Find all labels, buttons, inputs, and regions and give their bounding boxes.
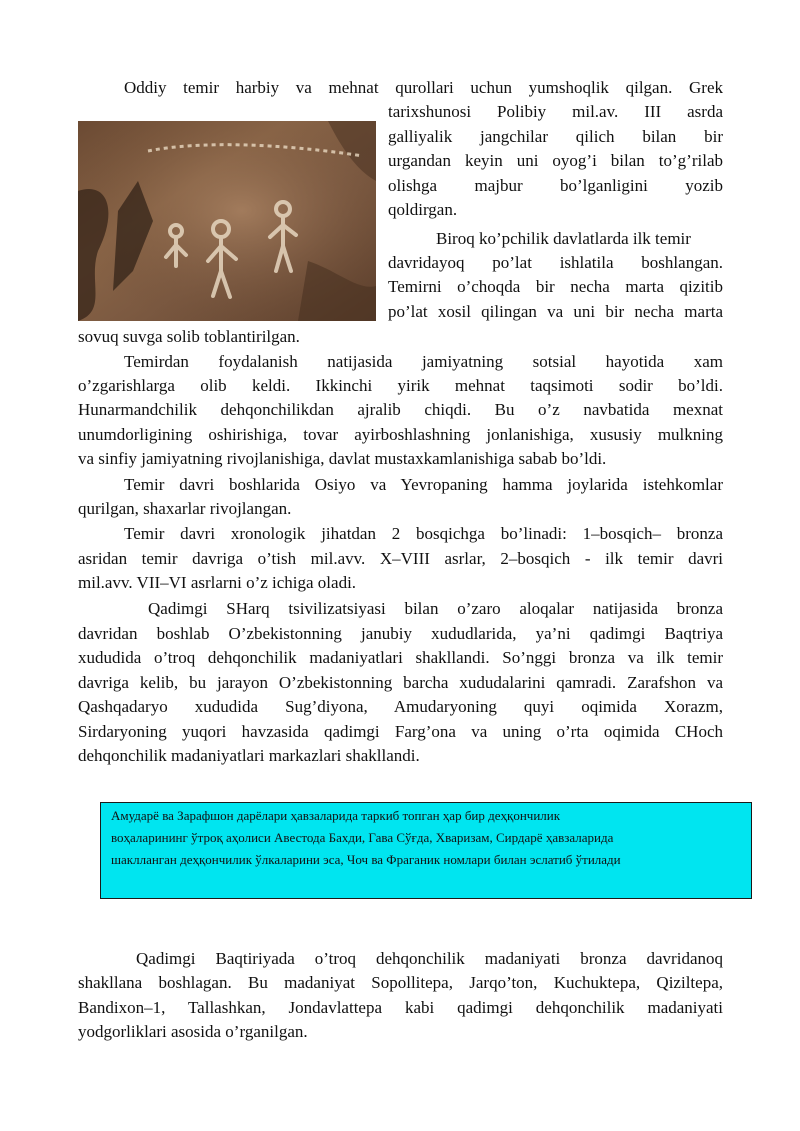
- para2-line-1: Biroq ko’pchilik davlatlarda ilk temir: [436, 229, 691, 248]
- para6-line-7: dehqonchilik madaniyatlari markazlari shakllandi.: [78, 746, 420, 765]
- para7-line-3: Bandixon–1, Tallashkan, Jondavlattepa kabi qadimgi dehqonchilik madaniyati: [78, 998, 723, 1017]
- para1-line-6: qoldirgan.: [388, 200, 458, 219]
- para3-line-2: o’zgarishlarga olib keldi. Ikkinchi yirik mehnat taqsimoti sodir bo’ldi.: [78, 376, 723, 395]
- para6-line-2: davridan boshlab O’zbekistonning janubiy xududlarida, ya’ni qadimgi Baqtriya: [78, 624, 723, 643]
- note-line-1: Амударё ва Зарафшон дарёлари ҳавзаларида таркиб топган ҳар бир деҳқончилик: [111, 808, 561, 823]
- para4-line-2: qurilgan, shaxarlar rivojlangan.: [78, 499, 292, 518]
- para6-line-5: Qashqadaryo xududida Sug’diyona, Amudaryoning quyi oqimida Xorazm,: [78, 697, 723, 716]
- para3-line-5: va sinfiy jamiyatning rivojlanishiga, davlat mustaxkamlanishiga sabab bo’ldi.: [78, 449, 607, 468]
- para4-line-1: Temir davri boshlarida Osiyo va Yevropaning hamma joylarida istehkomlar: [124, 475, 723, 494]
- note-line-2: воҳаларининг ўтроқ аҳолиси Авестода Бахди, Гава Сўғда, Хваризам, Сирдарё ҳавзаларида: [111, 830, 614, 845]
- para2-line-5: sovuq suvga solib toblantirilgan.: [78, 327, 300, 346]
- para1-line-5: olishga majbur bo’lganligini yozib: [388, 176, 723, 195]
- para1-line-4: urgandan keyin uni oyog’i bilan to’g’rilab: [388, 151, 723, 170]
- para6-line-1: Qadimgi SHarq tsivilizatsiyasi bilan o’zaro aloqalar natijasida bronza: [148, 599, 723, 618]
- para5-line-3: mil.avv. VII–VI asrlarni o’z ichiga oladi.: [78, 573, 357, 592]
- para1-line-3: galliyalik jangchilar qilich bilan bir: [388, 127, 723, 146]
- para7-line-1: Qadimgi Baqtiriyada o’troq dehqonchilik madaniyati bronza davridanoq: [136, 949, 723, 968]
- para3-line-3: Hunarmandchilik dehqonchilikdan ajralib chiqdi. Bu o’z navbatida mexnat: [78, 400, 723, 419]
- para2-line-4: po’lat xosil qilingan va uni bir necha marta: [388, 302, 723, 321]
- para1-line-2: tarixshunosi Polibiy mil.av. III asrda: [388, 102, 723, 121]
- para6-line-4: davriga kelib, bu jarayon O’zbekistonning barcha xududаlarini qamradi. Zarafshon va: [78, 673, 723, 692]
- para7-line-2: shakllana boshlagan. Bu madaniyat Sopollitepa, Jarqo’ton, Kuchuktepa, Qiziltepa,: [78, 973, 723, 992]
- para5-line-1: Temir davri xronologik jihatdan 2 bosqichga bo’linadi: 1–bosqich– bronza: [124, 524, 723, 543]
- note-line-3: шаклланган деҳқончилик ўлкаларини эса, Чоч ва Фраганик номлари билан эслатиб ўтилади: [111, 852, 621, 867]
- para2-line-2: davridayoq po’lat ishlatila boshlangan.: [388, 253, 723, 272]
- para6-line-3: xududida o’troq dehqonchilik madaniyatlari shakllandi. So’nggi bronza va ilk temir: [78, 648, 723, 667]
- cyrillic-note-box: [100, 802, 752, 899]
- para1-line-1: Oddiy temir harbiy va mehnat qurollari uchun yumshoqlik qilgan. Grek: [124, 78, 723, 97]
- para3-line-4: unumdorligining oshirishiga, tovar ayirboshlashning jonlanishiga, xususiy mulkning: [78, 425, 723, 444]
- petroglyph-image: [78, 121, 376, 321]
- para7-line-4: yodgorliklari asosida o’rganilgan.: [78, 1022, 308, 1041]
- para5-line-2: asridan temir davriga o’tish mil.avv. X–VIII asrlar, 2–bosqich - ilk temir davri: [78, 549, 723, 568]
- para2-line-3: Temirni o’choqda bir necha marta qizitib: [388, 277, 723, 296]
- para3-line-1: Temirdan foydalanish natijasida jamiyatning sotsial hayotida xam: [124, 352, 723, 371]
- para6-line-6: Sirdaryoning yuqori havzasida qadimgi Farg’ona va uning o’rta oqimida CHoch: [78, 722, 723, 741]
